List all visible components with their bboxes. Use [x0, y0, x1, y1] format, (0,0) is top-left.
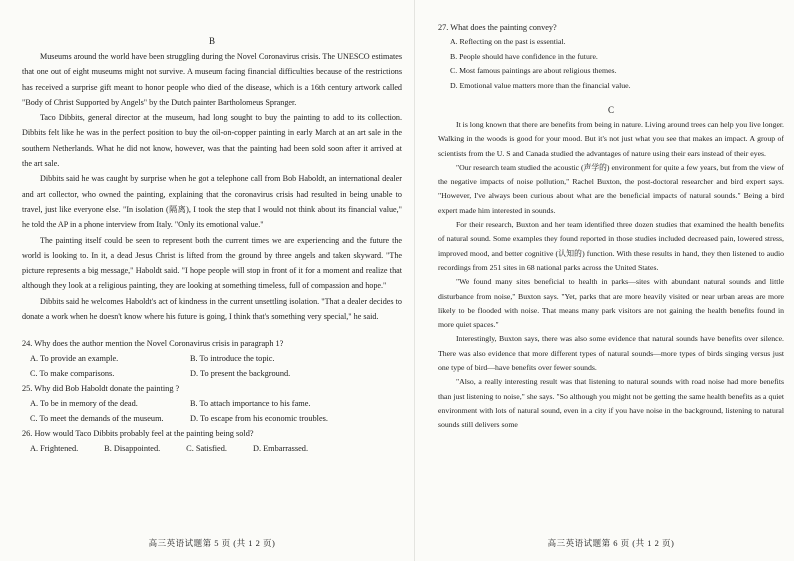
passage-b-paragraph-2: Taco Dibbits, general director at the museum, had long sought to buy the painting to add to its collection. Dibbits felt like he was in the perfect position to buy the oil-on-copper painting in early March at an art sale in the southern Netherlands. What he did not know, however, was that the painting had been sold soon after it arrived at the art sale. — [22, 113, 402, 169]
question-24-options — [22, 351, 402, 381]
question-26-option-a: A. Frightened. — [30, 444, 79, 454]
question-27-stem: 27. What does the painting convey? — [438, 23, 557, 32]
passage-c-paragraph-2: "Our research team studied the acoustic (声学的) environment for quite a few years, but from the view of the negative impacts of noise pollution," Rachel Buxton, the post-doctoral researcher and bird expert says. "However, I've always been curious about what are the beneficial impacts of natural sounds." Being a bird expert made him interested in sounds. — [438, 162, 784, 215]
page-footer-6: 高三英语试题第 6 页 (共 1 2 页) — [547, 538, 675, 548]
question-24-option-a: A. To provide an example. — [30, 354, 119, 364]
page-divider — [414, 0, 415, 561]
question-24-option-b: B. To introduce the topic. — [190, 354, 275, 364]
passage-c-paragraph-3: For their research, Buxton and her team identified three dozen studies that examined the health benefits of natural sound. Some examples they found reported in those studies included decreased pain, lowered stress, improved mood, and better cognitive (认知的) function. With these results in hand, they then listened to audio recordings from 251 sites in 68 national parks across the United States. — [438, 220, 784, 272]
question-26-option-c: C. Satisfied. — [186, 444, 227, 454]
question-27-option-d: D. Emotional value matters more than the financial value. — [450, 80, 631, 90]
question-25-option-d: D. To escape from his economic troubles. — [190, 414, 328, 424]
passage-c-paragraph-4: "We found many sites beneficial to health in parks—sites with abundant natural sounds and little disturbance from noise," Buxton says. "Yet, parks that are more heavily visited or near urban areas are more likely to be flooded with noise. That means many park visitors are not gaining the health benefits found in more quiet spaces." — [438, 277, 784, 330]
passage-b-paragraph-3: Dibbits said he was caught by surprise when he got a telephone call from Bob Haboldt, an international dealer and art collector, who owned the painting, explaining that the coronavirus crisis had resulted in being unable to travel, just like everyone else. "In isolation (隔离), I took the step that I would not think about its financial value," he told the AP in a phone interview from Italy. "Only its emotional value." — [22, 174, 402, 230]
question-27-options — [438, 35, 784, 93]
question-27-option-c: C. Most famous paintings are about religious themes. — [450, 66, 617, 75]
question-26-option-b: B. Disappointed. — [104, 444, 161, 454]
questions-24-26 — [22, 336, 402, 456]
section-letter-c: C — [607, 105, 614, 115]
question-25-option-b: B. To attach importance to his fame. — [190, 399, 311, 409]
question-27 — [438, 20, 784, 93]
question-25-options — [22, 396, 402, 426]
question-24-stem: 24. Why does the author mention the Novel Coronavirus crisis in paragraph 1? — [22, 339, 284, 349]
question-24-option-c: C. To make comparisons. — [30, 369, 115, 379]
question-24-option-d: D. To present the background. — [190, 369, 291, 379]
passage-b-paragraph-5: Dibbits said he welcomes Haboldt's act of kindness in the current unsettling isolation. "That a dealer decides to donate a work when he doesn't know where his future is going, I think that's something very special," he said. — [22, 296, 402, 322]
question-26-options — [22, 441, 402, 456]
question-26-stem: 26. How would Taco Dibbits probably feel at the painting being sold? — [22, 429, 254, 439]
question-27-option-b: B. People should have confidence in the future. — [450, 51, 598, 61]
question-25-stem: 25. Why did Bob Haboldt donate the painting ? — [22, 384, 180, 394]
section-letter-b: B — [208, 36, 215, 46]
passage-c-paragraph-6: "Also, a really interesting result was that listening to natural sounds with road noise had more benefits than just listening to noise," she says. "So although you might not be getting the same health benefits as a quiet environment with lots of natural sound, even in a city if you have noise in the background, listening to natural sounds still delivers some — [438, 377, 784, 430]
question-27-option-a: A. Reflecting on the past is essential. — [450, 37, 566, 46]
passage-c-paragraph-1: It is long known that there are benefits from being in nature. Living around trees can help you live longer. Walking in the woods is good for your mood. But it's not just what you see that makes an impact. A group of scientists from the U. S and Canada studied the advantages of nature using their ears instead of their eyes. — [438, 120, 784, 158]
question-26-option-d: D. Embarrassed. — [252, 444, 309, 454]
page-footer-5: 高三英语试题第 5 页 (共 1 2 页) — [148, 538, 276, 548]
question-25-option-c: C. To meet the demands of the museum. — [30, 414, 164, 424]
passage-c-paragraph-5: Interestingly, Buxton says, there was also some evidence that natural sounds have benefits over silence. There was also evidence that more different types of natural sounds—more types of birds singing versus just one type of bird—have benefits over fewer sounds. — [438, 334, 784, 373]
passage-b-paragraph-4: The painting itself could be seen to represent both the current times we are experiencing and the future the world is looking to. In it, a dead Jesus Christ is lifted from the ground by three angels and taken skyward. "The picture represents a big message," Haboldt said. "I hope people will stop in front of it for a moment and realize that although they look at a religious painting, they are looking at something timeless, full of compassion and hope." — [22, 235, 402, 291]
question-25-option-a: A. To be in memory of the dead. — [30, 399, 138, 409]
right-page — [420, 0, 794, 561]
passage-b-paragraph-1: Museums around the world have been struggling during the Novel Coronavirus crisis. The UNESCO estimates that one out of eight museums might not survive. A museum facing financial difficulties because of the restrictions has received a surprise gift meant to honor people who died of the disease, which is a 16th century artwork called "Body of Christ Supported by Angels" by the Dutch painter Bartholomeus Spranger. — [22, 52, 402, 107]
